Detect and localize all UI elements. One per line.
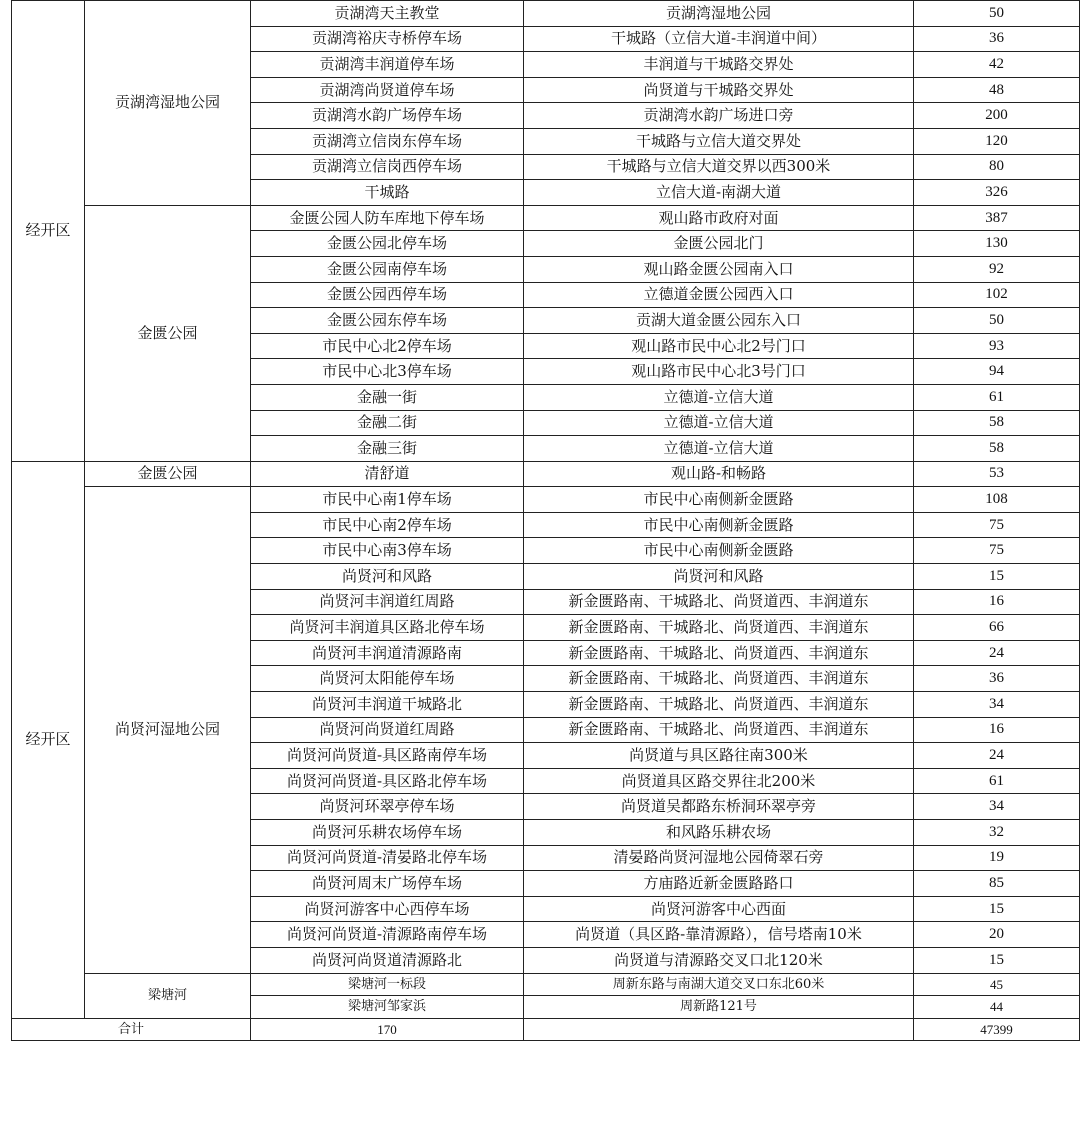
- space-count-cell: 58: [914, 436, 1080, 462]
- space-count-cell: 108: [914, 487, 1080, 513]
- park-cell: 金匮公园: [85, 461, 251, 487]
- space-count-cell: 16: [914, 589, 1080, 615]
- space-count-cell: 120: [914, 128, 1080, 154]
- lot-name-cell: 尚贤河游客中心西停车场: [251, 896, 524, 922]
- space-count-cell: 75: [914, 538, 1080, 564]
- lot-name-cell: 贡湖湾立信岗东停车场: [251, 128, 524, 154]
- lot-name-cell: 市民中心北2停车场: [251, 333, 524, 359]
- lot-location-cell: 和风路乐耕农场: [524, 820, 914, 846]
- space-count-cell: 15: [914, 564, 1080, 590]
- lot-location-cell: 立德道-立信大道: [524, 410, 914, 436]
- lot-name-cell: 金匮公园东停车场: [251, 308, 524, 334]
- lot-name-cell: 尚贤河尚贤道-清晏路北停车场: [251, 845, 524, 871]
- lot-name-cell: 尚贤河太阳能停车场: [251, 666, 524, 692]
- lot-name-cell: 贡湖湾水韵广场停车场: [251, 103, 524, 129]
- space-count-cell: 85: [914, 871, 1080, 897]
- total-lots-cell: 170: [251, 1018, 524, 1041]
- lot-location-cell: 观山路市民中心北3号门口: [524, 359, 914, 385]
- lot-name-cell: 金匮公园西停车场: [251, 282, 524, 308]
- lot-name-cell: 金匮公园北停车场: [251, 231, 524, 257]
- parking-table-body: [12, 1, 1080, 1041]
- space-count-cell: 61: [914, 768, 1080, 794]
- lot-name-cell: 尚贤河尚贤道清源路北: [251, 947, 524, 973]
- space-count-cell: 24: [914, 743, 1080, 769]
- lot-name-cell: 梁塘河邹家浜: [251, 996, 524, 1019]
- space-count-cell: 92: [914, 256, 1080, 282]
- total-row: [12, 1018, 1080, 1041]
- lot-location-cell: 新金匮路南、干城路北、尚贤道西、丰润道东: [524, 589, 914, 615]
- lot-name-cell: 尚贤河周末广场停车场: [251, 871, 524, 897]
- space-count-cell: 44: [914, 996, 1080, 1019]
- lot-name-cell: 清舒道: [251, 461, 524, 487]
- lot-location-cell: 新金匮路南、干城路北、尚贤道西、丰润道东: [524, 692, 914, 718]
- table-row: [12, 461, 1080, 487]
- table-row: [12, 487, 1080, 513]
- lot-name-cell: 市民中心南3停车场: [251, 538, 524, 564]
- total-label-cell: 合计: [12, 1018, 251, 1041]
- lot-location-cell: 清晏路尚贤河湿地公园倚翠石旁: [524, 845, 914, 871]
- lot-location-cell: 周新东路与南湖大道交叉口东北60米: [524, 973, 914, 996]
- lot-name-cell: 尚贤河丰润道清源路南: [251, 640, 524, 666]
- lot-name-cell: 尚贤河乐耕农场停车场: [251, 820, 524, 846]
- total-spaces-cell: 47399: [914, 1018, 1080, 1041]
- lot-name-cell: 尚贤河丰润道红周路: [251, 589, 524, 615]
- lot-location-cell: 丰润道与干城路交界处: [524, 52, 914, 78]
- lot-location-cell: 市民中心南侧新金匮路: [524, 487, 914, 513]
- lot-location-cell: 干城路与立信大道交界处: [524, 128, 914, 154]
- space-count-cell: 32: [914, 820, 1080, 846]
- lot-location-cell: 立德道-立信大道: [524, 384, 914, 410]
- lot-name-cell: 金融二街: [251, 410, 524, 436]
- lot-location-cell: 观山路市政府对面: [524, 205, 914, 231]
- space-count-cell: 15: [914, 947, 1080, 973]
- lot-location-cell: 立信大道-南湖大道: [524, 180, 914, 206]
- lot-name-cell: 尚贤河尚贤道-具区路北停车场: [251, 768, 524, 794]
- space-count-cell: 34: [914, 794, 1080, 820]
- space-count-cell: 130: [914, 231, 1080, 257]
- lot-location-cell: 金匮公园北门: [524, 231, 914, 257]
- park-cell: 金匮公园: [85, 205, 251, 461]
- space-count-cell: 50: [914, 308, 1080, 334]
- space-count-cell: 48: [914, 77, 1080, 103]
- space-count-cell: 36: [914, 26, 1080, 52]
- lot-name-cell: 市民中心北3停车场: [251, 359, 524, 385]
- parking-lot-table: [11, 0, 1080, 1041]
- lot-name-cell: 市民中心南2停车场: [251, 512, 524, 538]
- lot-location-cell: 尚贤道与具区路往南300米: [524, 743, 914, 769]
- space-count-cell: 24: [914, 640, 1080, 666]
- lot-name-cell: 尚贤河丰润道具区路北停车场: [251, 615, 524, 641]
- lot-name-cell: 干城路: [251, 180, 524, 206]
- lot-name-cell: 尚贤河尚贤道红周路: [251, 717, 524, 743]
- lot-location-cell: 周新路121号: [524, 996, 914, 1019]
- lot-location-cell: 贡湖大道金匮公园东入口: [524, 308, 914, 334]
- district-cell: 经开区: [12, 461, 85, 1018]
- lot-location-cell: 尚贤道（具区路-靠清源路），信号塔南10米: [524, 922, 914, 948]
- lot-location-cell: 观山路-和畅路: [524, 461, 914, 487]
- park-cell: 贡湖湾湿地公园: [85, 1, 251, 206]
- lot-location-cell: 尚贤河和风路: [524, 564, 914, 590]
- lot-location-cell: 观山路金匮公园南入口: [524, 256, 914, 282]
- lot-name-cell: 贡湖湾立信岗西停车场: [251, 154, 524, 180]
- space-count-cell: 61: [914, 384, 1080, 410]
- lot-location-cell: 新金匮路南、干城路北、尚贤道西、丰润道东: [524, 717, 914, 743]
- space-count-cell: 50: [914, 1, 1080, 27]
- lot-location-cell: 方庙路近新金匮路路口: [524, 871, 914, 897]
- lot-location-cell: 尚贤道吴都路东桥洞环翠亭旁: [524, 794, 914, 820]
- lot-location-cell: 尚贤河游客中心西面: [524, 896, 914, 922]
- lot-location-cell: 尚贤道具区路交界往北200米: [524, 768, 914, 794]
- lot-location-cell: 干城路与立信大道交界以西300米: [524, 154, 914, 180]
- lot-location-cell: 贡湖湾水韵广场进口旁: [524, 103, 914, 129]
- district-cell: 经开区: [12, 1, 85, 462]
- lot-location-cell: 市民中心南侧新金匮路: [524, 512, 914, 538]
- lot-name-cell: 贡湖湾天主教堂: [251, 1, 524, 27]
- space-count-cell: 53: [914, 461, 1080, 487]
- lot-name-cell: 金匮公园人防车库地下停车场: [251, 205, 524, 231]
- space-count-cell: 102: [914, 282, 1080, 308]
- space-count-cell: 94: [914, 359, 1080, 385]
- lot-name-cell: 尚贤河尚贤道-具区路南停车场: [251, 743, 524, 769]
- space-count-cell: 80: [914, 154, 1080, 180]
- lot-name-cell: 市民中心南1停车场: [251, 487, 524, 513]
- space-count-cell: 75: [914, 512, 1080, 538]
- space-count-cell: 42: [914, 52, 1080, 78]
- lot-name-cell: 贡湖湾尚贤道停车场: [251, 77, 524, 103]
- table-row: [12, 973, 1080, 996]
- total-empty-cell: [524, 1018, 914, 1041]
- lot-name-cell: 金匮公园南停车场: [251, 256, 524, 282]
- lot-location-cell: 市民中心南侧新金匮路: [524, 538, 914, 564]
- lot-name-cell: 贡湖湾丰润道停车场: [251, 52, 524, 78]
- space-count-cell: 387: [914, 205, 1080, 231]
- park-cell: 尚贤河湿地公园: [85, 487, 251, 973]
- space-count-cell: 200: [914, 103, 1080, 129]
- lot-location-cell: 贡湖湾湿地公园: [524, 1, 914, 27]
- table-row: [12, 205, 1080, 231]
- lot-name-cell: 金融三街: [251, 436, 524, 462]
- lot-name-cell: 尚贤河环翠亭停车场: [251, 794, 524, 820]
- space-count-cell: 58: [914, 410, 1080, 436]
- space-count-cell: 20: [914, 922, 1080, 948]
- lot-location-cell: 新金匮路南、干城路北、尚贤道西、丰润道东: [524, 640, 914, 666]
- lot-name-cell: 尚贤河和风路: [251, 564, 524, 590]
- space-count-cell: 16: [914, 717, 1080, 743]
- park-cell: 梁塘河: [85, 973, 251, 1018]
- lot-name-cell: 贡湖湾裕庆寺桥停车场: [251, 26, 524, 52]
- lot-location-cell: 立德道金匮公园西入口: [524, 282, 914, 308]
- space-count-cell: 36: [914, 666, 1080, 692]
- lot-location-cell: 干城路（立信大道-丰润道中间）: [524, 26, 914, 52]
- lot-location-cell: 观山路市民中心北2号门口: [524, 333, 914, 359]
- space-count-cell: 34: [914, 692, 1080, 718]
- lot-name-cell: 尚贤河丰润道干城路北: [251, 692, 524, 718]
- lot-location-cell: 新金匮路南、干城路北、尚贤道西、丰润道东: [524, 615, 914, 641]
- table-row: [12, 1, 1080, 27]
- space-count-cell: 93: [914, 333, 1080, 359]
- space-count-cell: 45: [914, 973, 1080, 996]
- lot-name-cell: 尚贤河尚贤道-清源路南停车场: [251, 922, 524, 948]
- space-count-cell: 15: [914, 896, 1080, 922]
- lot-name-cell: 梁塘河一标段: [251, 973, 524, 996]
- lot-location-cell: 尚贤道与干城路交界处: [524, 77, 914, 103]
- lot-name-cell: 金融一街: [251, 384, 524, 410]
- space-count-cell: 19: [914, 845, 1080, 871]
- lot-location-cell: 尚贤道与清源路交叉口北120米: [524, 947, 914, 973]
- space-count-cell: 66: [914, 615, 1080, 641]
- lot-location-cell: 新金匮路南、干城路北、尚贤道西、丰润道东: [524, 666, 914, 692]
- space-count-cell: 326: [914, 180, 1080, 206]
- lot-location-cell: 立德道-立信大道: [524, 436, 914, 462]
